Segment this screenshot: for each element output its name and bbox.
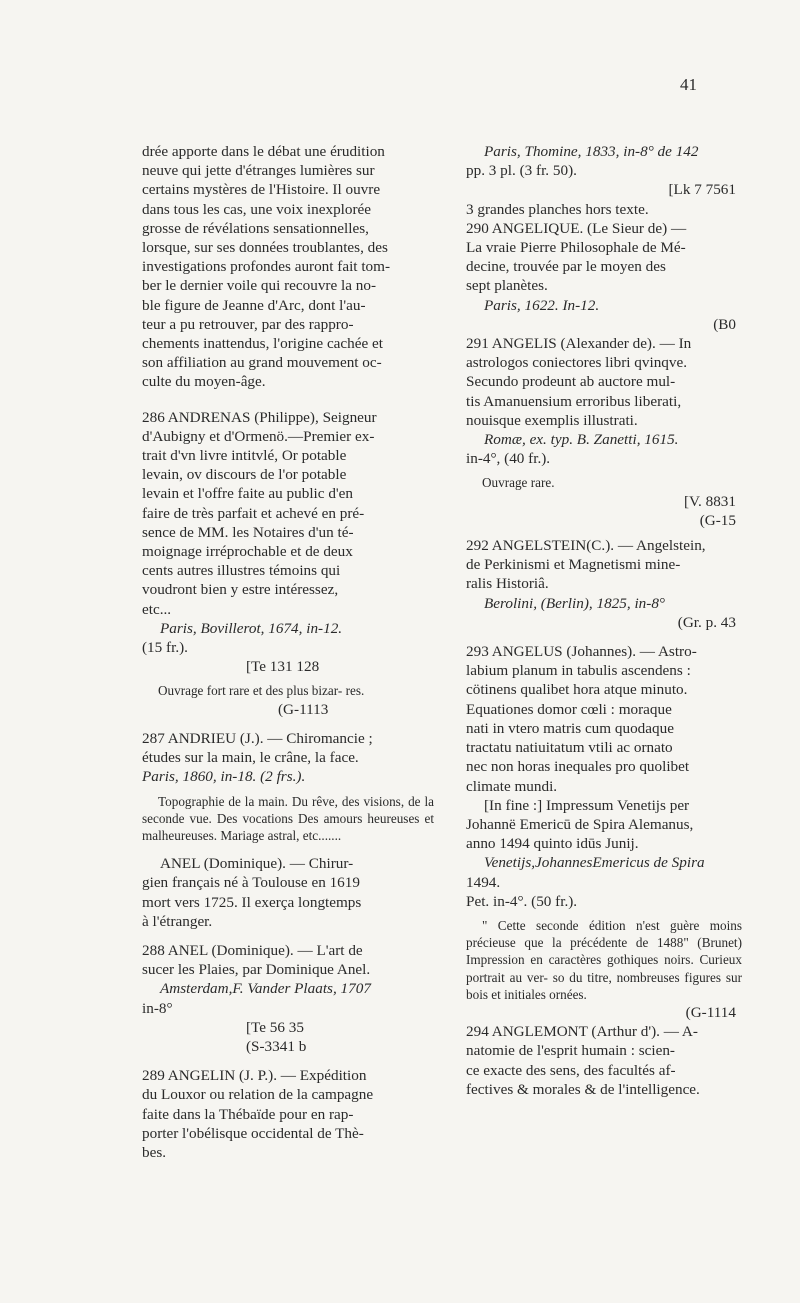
entry-293-note: " Cette seconde édition n'est guère moins précieuse que la précédente de 1488" (Brunet) Impression en caractères gothiques noirs. Curieux portrait au ver- so du titre, nombreuses figures sur bois et initiales ornées. xyxy=(466,917,742,1002)
entry-292: 292 ANGELSTEIN(C.). — Angelstein, de Perkinismi et Magnetismi mine- ralis Historiâ. Berolini, (Berlin), 1825, in-8° (Gr. p. 43 xyxy=(466,536,742,632)
entry-293-imprint: Venetijs,JohannesEmericus de Spira xyxy=(484,854,705,872)
entry-291-imprint: Romæ, ex. typ. B. Zanetti, 1615. xyxy=(484,431,679,449)
entry-286-note: Ouvrage fort rare et des plus bizar- res. xyxy=(158,683,365,699)
entry-292-imprint: Berolini, (Berlin), 1825, in-8° xyxy=(484,594,665,612)
entry-291-ref: (G-15 xyxy=(699,511,736,529)
entry-286-cote: [Te 131 128 xyxy=(246,658,320,676)
entry-286-price: (15 fr.). xyxy=(142,639,188,657)
entry-289-continued: Paris, Thomine, 1833, in-8° de 142 pp. 3 pl. (3 fr. 50). [Lk 7 7561 3 grandes planches hors texte. xyxy=(466,142,742,219)
entry-290-ref: (B0 xyxy=(713,315,736,333)
entry-286-ref: (G-1113 xyxy=(278,700,329,718)
entry-290-imprint: Paris, 1622. In-12. xyxy=(484,296,600,314)
left-column xyxy=(142,142,434,1162)
entry-291-format: in-4°, (40 fr.). xyxy=(466,450,551,468)
entry-289-imprint: Paris, Thomine, 1833, in-8° de 142 xyxy=(484,143,699,160)
right-column xyxy=(466,142,742,1099)
entry-287: 287 ANDRIEU (J.). — Chiromancie ; études sur la main, le crâne, la face. Paris, 1860, in-18. (2 frs.). Topographie de la main. Du rêve, des visions, de la seconde vue. Des vocations Des amours heureuses et malheureuses. Mariage astral, etc....... xyxy=(142,729,434,843)
entry-287-note: Topographie de la main. Du rêve, des visions, de la seconde vue. Des vocations Des amours heureuses et malheureuses. Mariage astral, etc....... xyxy=(142,793,434,843)
entry-291-note: Ouvrage rare. xyxy=(482,475,555,491)
entry-287-imprint: Paris, 1860, in-18. (2 frs.). xyxy=(142,768,306,786)
entry-293: 293 ANGELUS (Johannes). — Astro- labium planum in tabulis ascendens : cötinens qualibet hora atque minuto. Equationes domor cœli : moraque nati in vtero matris cum quodaque tractatu natiuitatum vtili ac ornato nec non horas inequales pro quolibet climate mundi. [In fine :] Impressum Venetijs per Johannë Emericū de Spira Alemanus, anno 1494 quinto idūs Junij. Venetijs,JohannesEmericus de Spira 1494. Pet. in-4°. (50 fr.). " Cette seconde édition n'est guère moins précieuse que la précédente de 1488" (Brunet) Impression en caractères gothiques noirs. Curieux portrait au ver- so du titre, nombreuses figures sur bois et initiales ornées. (G-1114 xyxy=(466,643,742,1021)
entry-291: 291 ANGELIS (Alexander de). — In astrologos coniectores libri qvinqve. Secundo prodeunt ab auctore mul- tis Amanuensium erroribus liberati, nouisque exemplis illustrati. Romæ, ex. typ. B. Zanetti, 1615. in-4°, (40 fr.). Ouvrage rare. [V. 8831 (G-15 xyxy=(466,334,742,530)
entry-289: 289 ANGELIN (J. P.). — Expédition du Louxor ou relation de la campagne faite dans la Thébaïde pour en rap- porter l'obélisque occidental de Thè- bes. xyxy=(142,1067,374,1161)
entry-286-imprint: Paris, Bovillerot, 1674, in-12. xyxy=(160,619,343,637)
entry-288-imprint: Amsterdam,F. Vander Plaats, 1707 xyxy=(160,980,371,998)
entry-290: 290 ANGELIQUE. (Le Sieur de) — La vraie Pierre Philosophale de Mé- decine, trouvée par le moyen des sept planètes. Paris, 1622. In-12. (B0 xyxy=(466,219,742,334)
entry-293-year: 1494. xyxy=(466,873,501,891)
entry-293-ref: (G-1114 xyxy=(685,1003,736,1021)
entry-288: 288 ANEL (Dominique). — L'art de sucer les Plaies, par Dominique Anel. Amsterdam,F. Vander Plaats, 1707 in-8° [Te 56 35 (S-3341 b xyxy=(142,941,434,1056)
entry-294: 294 ANGLEMONT (Arthur d'). — A- natomie de l'esprit humain : scien- ce exacte des sens, des facultés af- fectives & morales & de l'intelligence. xyxy=(466,1023,700,1098)
entry-291-cote: [V. 8831 xyxy=(683,492,736,510)
entry-286: 286 ANDRENAS (Philippe), Seigneur d'Aubigny et d'Ormenö.—Premier ex- trait d'vn livre intitvlé, Or potable levain, ov discours de l'or potable levain et l'offre faite au public d'en faire de très parfait et achevé en pré- sence de MM. les Notaires d'un té- moignage irréprochable et de deux cents autres illustres témoins qui voudront bien y estre intéressez, etc... Paris, Bovillerot, 1674, in-12. (15 fr.). [Te 131 128 Ouvrage fort rare et des plus bizar- res. (G-1113 xyxy=(142,408,434,719)
entry-288-ref: (S-3341 b xyxy=(246,1037,307,1055)
entry-292-ref: (Gr. p. 43 xyxy=(677,613,736,631)
entry-293-format: Pet. in-4°. (50 fr.). xyxy=(466,892,578,910)
entry-288-cote: [Te 56 35 xyxy=(246,1018,304,1036)
entry-288-format: in-8° xyxy=(142,999,173,1017)
biography-anel: ANEL (Dominique). — Chirur- gien français né à Toulouse en 1619 mort vers 1725. Il exerça longtemps à l'étranger. xyxy=(142,855,362,930)
entry-289-cote: [Lk 7 7561 xyxy=(668,181,736,199)
intro-paragraph: drée apporte dans le débat une érudition neuve qui jette d'étranges lumières sur certains mystères de l'Histoire. Il ouvre dans tous les cas, une voix inexplorée grosse de révélations sensationnelles, lorsque, sur ses données troublantes, des investigations profondes auront fait tom- ber le dernier voile qui recouvre la no- ble figure de Jeanne d'Arc, dont l'au- teur a pu retrouver, par des rappro- chements inattendus, l'origine cachée et son affiliation au grand mouvement oc- culte du moyen-âge. xyxy=(142,143,391,391)
page-number: 41 xyxy=(680,75,697,94)
